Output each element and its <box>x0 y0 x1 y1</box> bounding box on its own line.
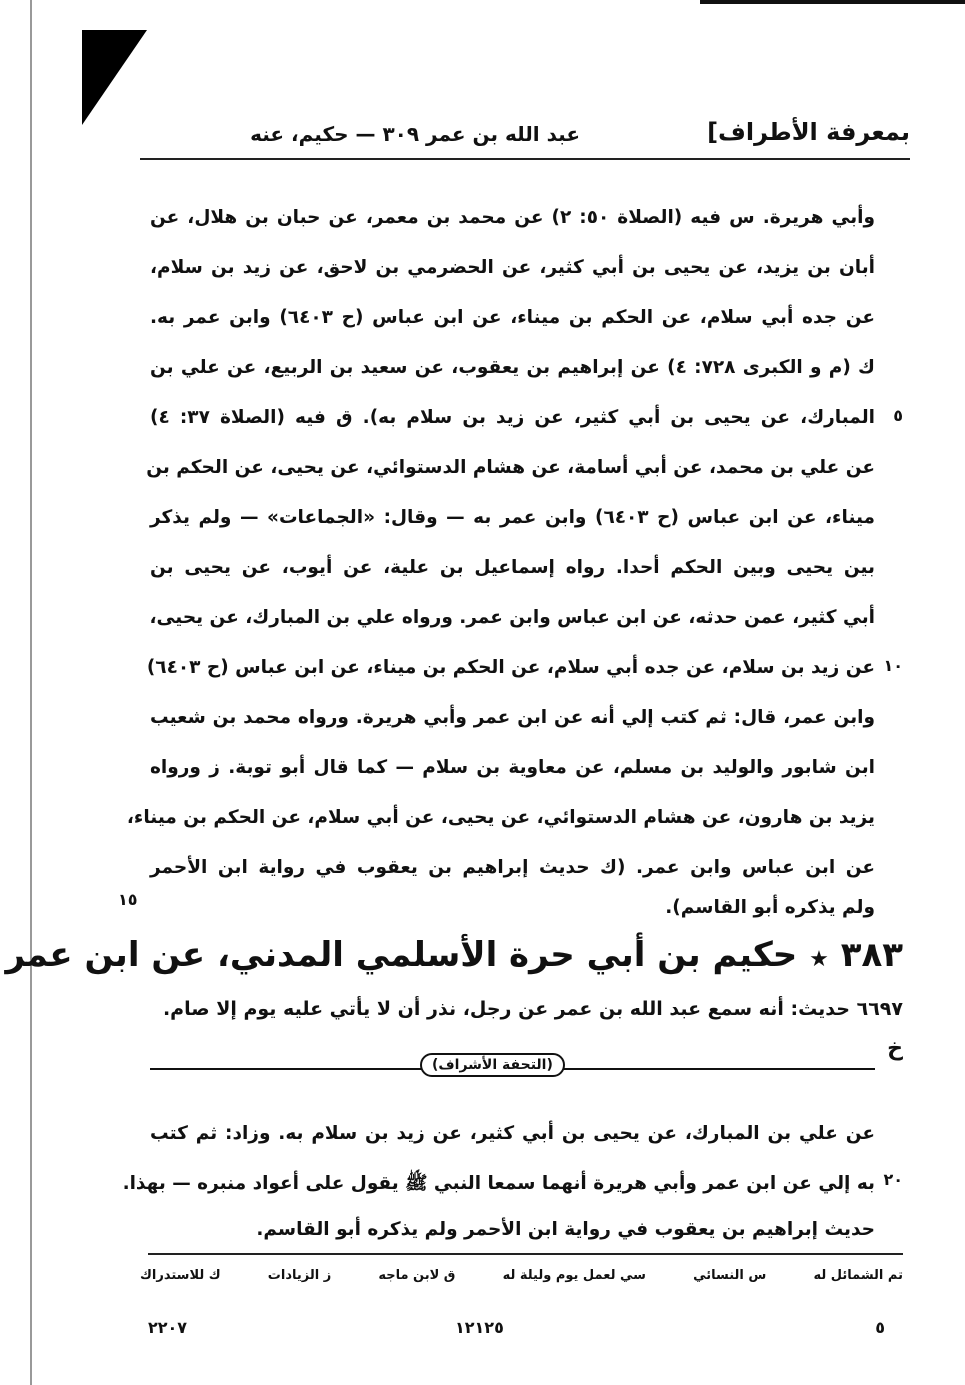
star-icon: ★ <box>809 947 829 972</box>
body-line: ولم يذكره أبو القاسم). <box>665 897 875 918</box>
narrator-heading <box>5 935 903 995</box>
body-line: ك (م و الكبرى ٧٢٨: ٤) عن إبراهيم بن يعقوب، عن سعيد بن الربيع، عن علي بن <box>150 357 875 378</box>
footnote-item: تم الشمائل له <box>813 1268 903 1283</box>
body-line: ميناء، عن ابن عباس (ح ٦٤٠٣) وابن عمر به — وقال: «الجماعات» — ولم يذكر <box>150 507 876 528</box>
body-line: عن علي بن المبارك، عن يحيى بن أبي كثير، عن زيد بن سلام به. وزاد: ثم كتب <box>150 1123 875 1144</box>
hadith-number: ٦٦٩٧ <box>856 998 903 1020</box>
footnote-rule <box>148 1253 903 1255</box>
hadith-text: حديث: أنه سمع عبد الله بن عمر عن رجل، نذر أن لا يأتي عليه يوم إلا صام. <box>162 998 850 1020</box>
header-narrator: عبد الله بن عمر ٣٠٩ — حكيم، عنه <box>250 122 580 146</box>
page-number-center: ١٢١٢٥ <box>455 1318 504 1337</box>
footnote-item: سي لعمل يوم وليلة له <box>502 1268 646 1283</box>
margin-line-number: ١٥ <box>118 890 138 909</box>
margin-line-number: ٢٠ <box>883 1170 903 1189</box>
heading-mark: ٣٨٣ <box>840 935 903 975</box>
page-number-right: ٥ <box>875 1318 885 1337</box>
margin-line-number: ١٠ <box>883 656 903 675</box>
header-rule <box>140 158 910 160</box>
body-line: حديث إبراهيم بن يعقوب في رواية ابن الأحمر ولم يذكره أبو القاسم. <box>256 1219 875 1240</box>
divider-label: (التحفة الأشراف) <box>420 1053 565 1077</box>
scan-left-edge <box>30 0 32 1385</box>
footnote-item: س النسائي <box>693 1268 767 1283</box>
footnote-item: ق لابن ماجه <box>378 1268 456 1283</box>
body-line: يزيد بن هارون، عن هشام الدستوائي، عن يحيى، عن أبي سلام، عن الحكم بن ميناء، <box>126 807 875 828</box>
footnote-item: ز الزيادات <box>267 1268 332 1283</box>
body-line: وأبي هريرة. س فيه (الصلاة ٥٠: ٢) عن محمد بن معمر، عن حبان بن هلال، عن <box>150 207 875 228</box>
footnotes <box>140 1268 903 1298</box>
body-line: عن علي بن محمد، عن أبي أسامة، عن هشام الدستوائي، عن يحيى، عن الحكم بن <box>146 457 875 478</box>
footnote-item: ك للاستدراك <box>140 1268 221 1283</box>
body-line: عن ابن عباس وابن عمر. (ك حديث إبراهيم بن يعقوب في رواية ابن الأحمر <box>150 857 875 878</box>
body-line: عن جده أبي سلام، عن الحكم بن ميناء، عن ابن عباس (ح ٦٤٠٣) وابن عمر به. <box>150 307 875 328</box>
body-line: المبارك، عن يحيى بن أبي كثير، عن زيد بن سلام به). ق فيه (الصلاة ٣٧: ٤) <box>150 407 875 428</box>
body-line: ابن شابور والوليد بن مسلم، عن معاوية بن سلام — كما قال أبو توبة. ز ورواه <box>150 757 875 778</box>
hadith-entry <box>148 998 903 1038</box>
body-line: أبان بن يزيد، عن يحيى بن أبي كثير، عن الحضرمي بن لاحق، عن زيد بن سلام، <box>150 257 875 278</box>
margin-line-number: ٥ <box>893 406 903 425</box>
body-line: عن زيد بن سلام، عن جده أبي سلام، عن الحكم بن ميناء، عن ابن عباس (ح ٦٤٠٣) <box>146 657 875 678</box>
body-line: أبي كثير، عمن حدثه، عن ابن عباس وابن عمر. ورواه علي بن المبارك، عن يحيى، <box>149 607 875 628</box>
scan-top-rule <box>700 0 965 4</box>
body-line: به إلي عن ابن عمر وأبي هريرة أنهما سمعا النبي ﷺ يقول على أعواد منبره — بهذا. <box>122 1173 875 1194</box>
body-line: بين يحيى وبين الحكم أحدا. رواه إسماعيل بن علية، عن أيوب، عن يحيى بن <box>150 557 875 578</box>
header-section-title: بمعرفة الأطراف] <box>707 118 910 146</box>
corner-triangle-mark <box>82 30 147 125</box>
hadith-source-code: خ <box>887 1036 903 1061</box>
page-number-left: ٢٢٠٧ <box>148 1318 188 1337</box>
running-header <box>140 112 910 160</box>
body-line: وابن عمر، قال: ثم كتب إلي أنه عن ابن عمر وأبي هريرة. ورواه محمد بن شعيب <box>150 707 875 728</box>
heading-text: حكيم بن أبي حرة الأسلمي المدني، عن ابن عمر <box>5 935 798 975</box>
